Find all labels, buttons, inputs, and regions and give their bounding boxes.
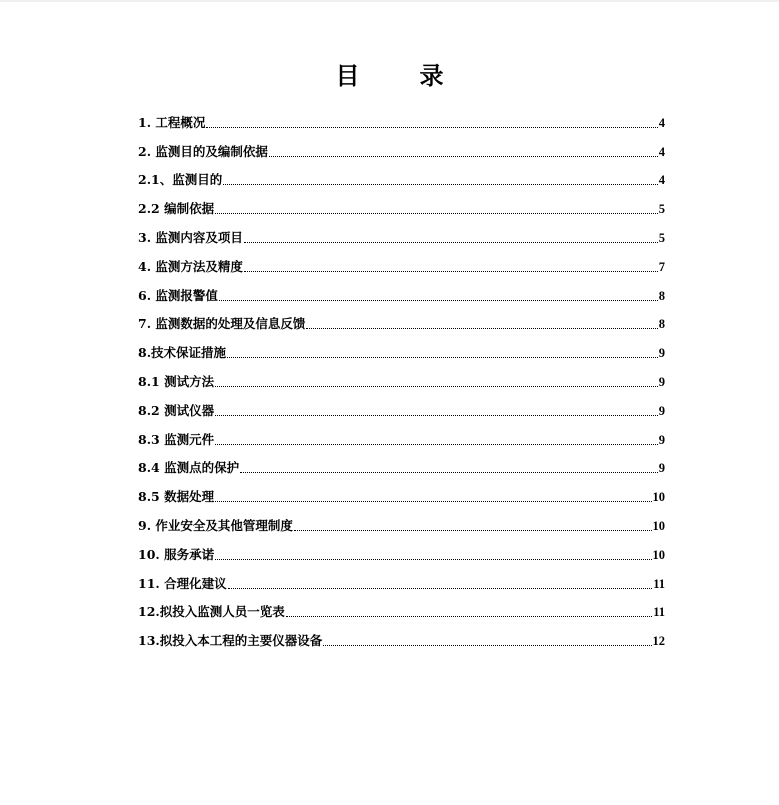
- toc-dot-leader: [228, 588, 653, 589]
- toc-entry-page: 10: [652, 490, 665, 505]
- toc-entry-label: 2.1、监测目的: [138, 172, 223, 188]
- toc-entry[interactable]: [138, 305, 665, 334]
- toc-entry-label: 8.4 监测点的保护: [138, 460, 240, 476]
- toc-entry[interactable]: [138, 247, 665, 276]
- toc-entry[interactable]: [138, 621, 665, 650]
- toc-entry[interactable]: [138, 362, 665, 391]
- toc-dot-leader: [223, 184, 658, 185]
- toc-entry[interactable]: [138, 593, 665, 622]
- toc-dot-leader: [215, 386, 658, 387]
- toc-dot-leader: [215, 559, 651, 560]
- toc-entry-label: 9. 作业安全及其他管理制度: [138, 517, 293, 533]
- toc-entry-label: 8.5 数据处理: [138, 489, 215, 505]
- toc-entry[interactable]: [138, 420, 665, 449]
- toc-dot-leader: [306, 328, 657, 329]
- toc-list: [138, 103, 665, 650]
- toc-entry[interactable]: [138, 477, 665, 506]
- toc-entry-label: 6. 监测报警值: [138, 287, 218, 303]
- toc-entry[interactable]: [138, 564, 665, 593]
- toc-dot-leader: [206, 127, 657, 128]
- toc-entry[interactable]: [138, 276, 665, 305]
- toc-dot-leader: [215, 415, 658, 416]
- toc-entry-label: 4. 监测方法及精度: [138, 258, 243, 274]
- toc-entry[interactable]: [138, 506, 665, 535]
- toc-entry[interactable]: [138, 189, 665, 218]
- toc-entry-page: 4: [658, 173, 665, 188]
- toc-dot-leader: [286, 616, 652, 617]
- toc-entry-page: 9: [658, 346, 665, 361]
- toc-entry-page: 10: [652, 547, 665, 562]
- toc-entry-page: 7: [658, 259, 665, 274]
- toc-entry[interactable]: [138, 449, 665, 478]
- toc-entry-page: 5: [658, 202, 665, 217]
- toc-entry-label: 8.3 监测元件: [138, 431, 215, 447]
- toc-entry-label: 2.2 编制依据: [138, 201, 215, 217]
- toc-entry-page: 5: [658, 230, 665, 245]
- toc-dot-leader: [323, 645, 651, 646]
- toc-dot-leader: [240, 472, 658, 473]
- toc-entry-page: 4: [658, 144, 665, 159]
- toc-entry-label: 8.技术保证措施: [138, 345, 227, 361]
- toc-dot-leader: [227, 357, 658, 358]
- toc-dot-leader: [215, 501, 651, 502]
- toc-entry[interactable]: [138, 535, 665, 564]
- toc-entry[interactable]: [138, 333, 665, 362]
- toc-entry-page: 8: [658, 317, 665, 332]
- toc-entry[interactable]: [138, 391, 665, 420]
- toc-entry-label: 10. 服务承诺: [138, 546, 215, 562]
- toc-entry-label: 1. 工程概况: [138, 114, 206, 130]
- toc-entry-label: 2. 监测目的及编制依据: [138, 143, 268, 159]
- toc-entry-page: 9: [658, 432, 665, 447]
- toc-dot-leader: [244, 271, 658, 272]
- toc-title: 目 录: [335, 61, 462, 90]
- toc-entry-page: 11: [653, 576, 665, 591]
- toc-entry-page: 11: [653, 605, 665, 620]
- toc-entry-page: 9: [658, 403, 665, 418]
- toc-entry-page: 9: [658, 461, 665, 476]
- toc-entry-label: 12.拟投入监测人员一览表: [138, 604, 285, 620]
- toc-dot-leader: [215, 213, 658, 214]
- toc-entry-label: 7. 监测数据的处理及信息反馈: [138, 316, 306, 332]
- toc-entry-page: 8: [658, 288, 665, 303]
- toc-entry-label: 3. 监测内容及项目: [138, 229, 243, 245]
- toc-entry-page: 4: [658, 115, 665, 130]
- toc-entry[interactable]: [138, 161, 665, 190]
- toc-dot-leader: [294, 530, 652, 531]
- top-divider: [0, 0, 779, 2]
- toc-entry[interactable]: [138, 132, 665, 161]
- toc-dot-leader: [244, 242, 658, 243]
- toc-entry-page: 9: [658, 374, 665, 389]
- toc-entry-label: 8.1 测试方法: [138, 373, 215, 389]
- toc-entry-label: 13.拟投入本工程的主要仪器设备: [138, 633, 323, 649]
- toc-entry[interactable]: [138, 218, 665, 247]
- toc-entry-label: 11. 合理化建议: [138, 575, 227, 591]
- toc-dot-leader: [219, 300, 658, 301]
- toc-dot-leader: [215, 444, 658, 445]
- toc-entry-page: 12: [652, 634, 665, 649]
- toc-entry-page: 10: [652, 518, 665, 533]
- toc-entry-label: 8.2 测试仪器: [138, 402, 215, 418]
- toc-entry[interactable]: [138, 103, 665, 132]
- toc-dot-leader: [269, 156, 658, 157]
